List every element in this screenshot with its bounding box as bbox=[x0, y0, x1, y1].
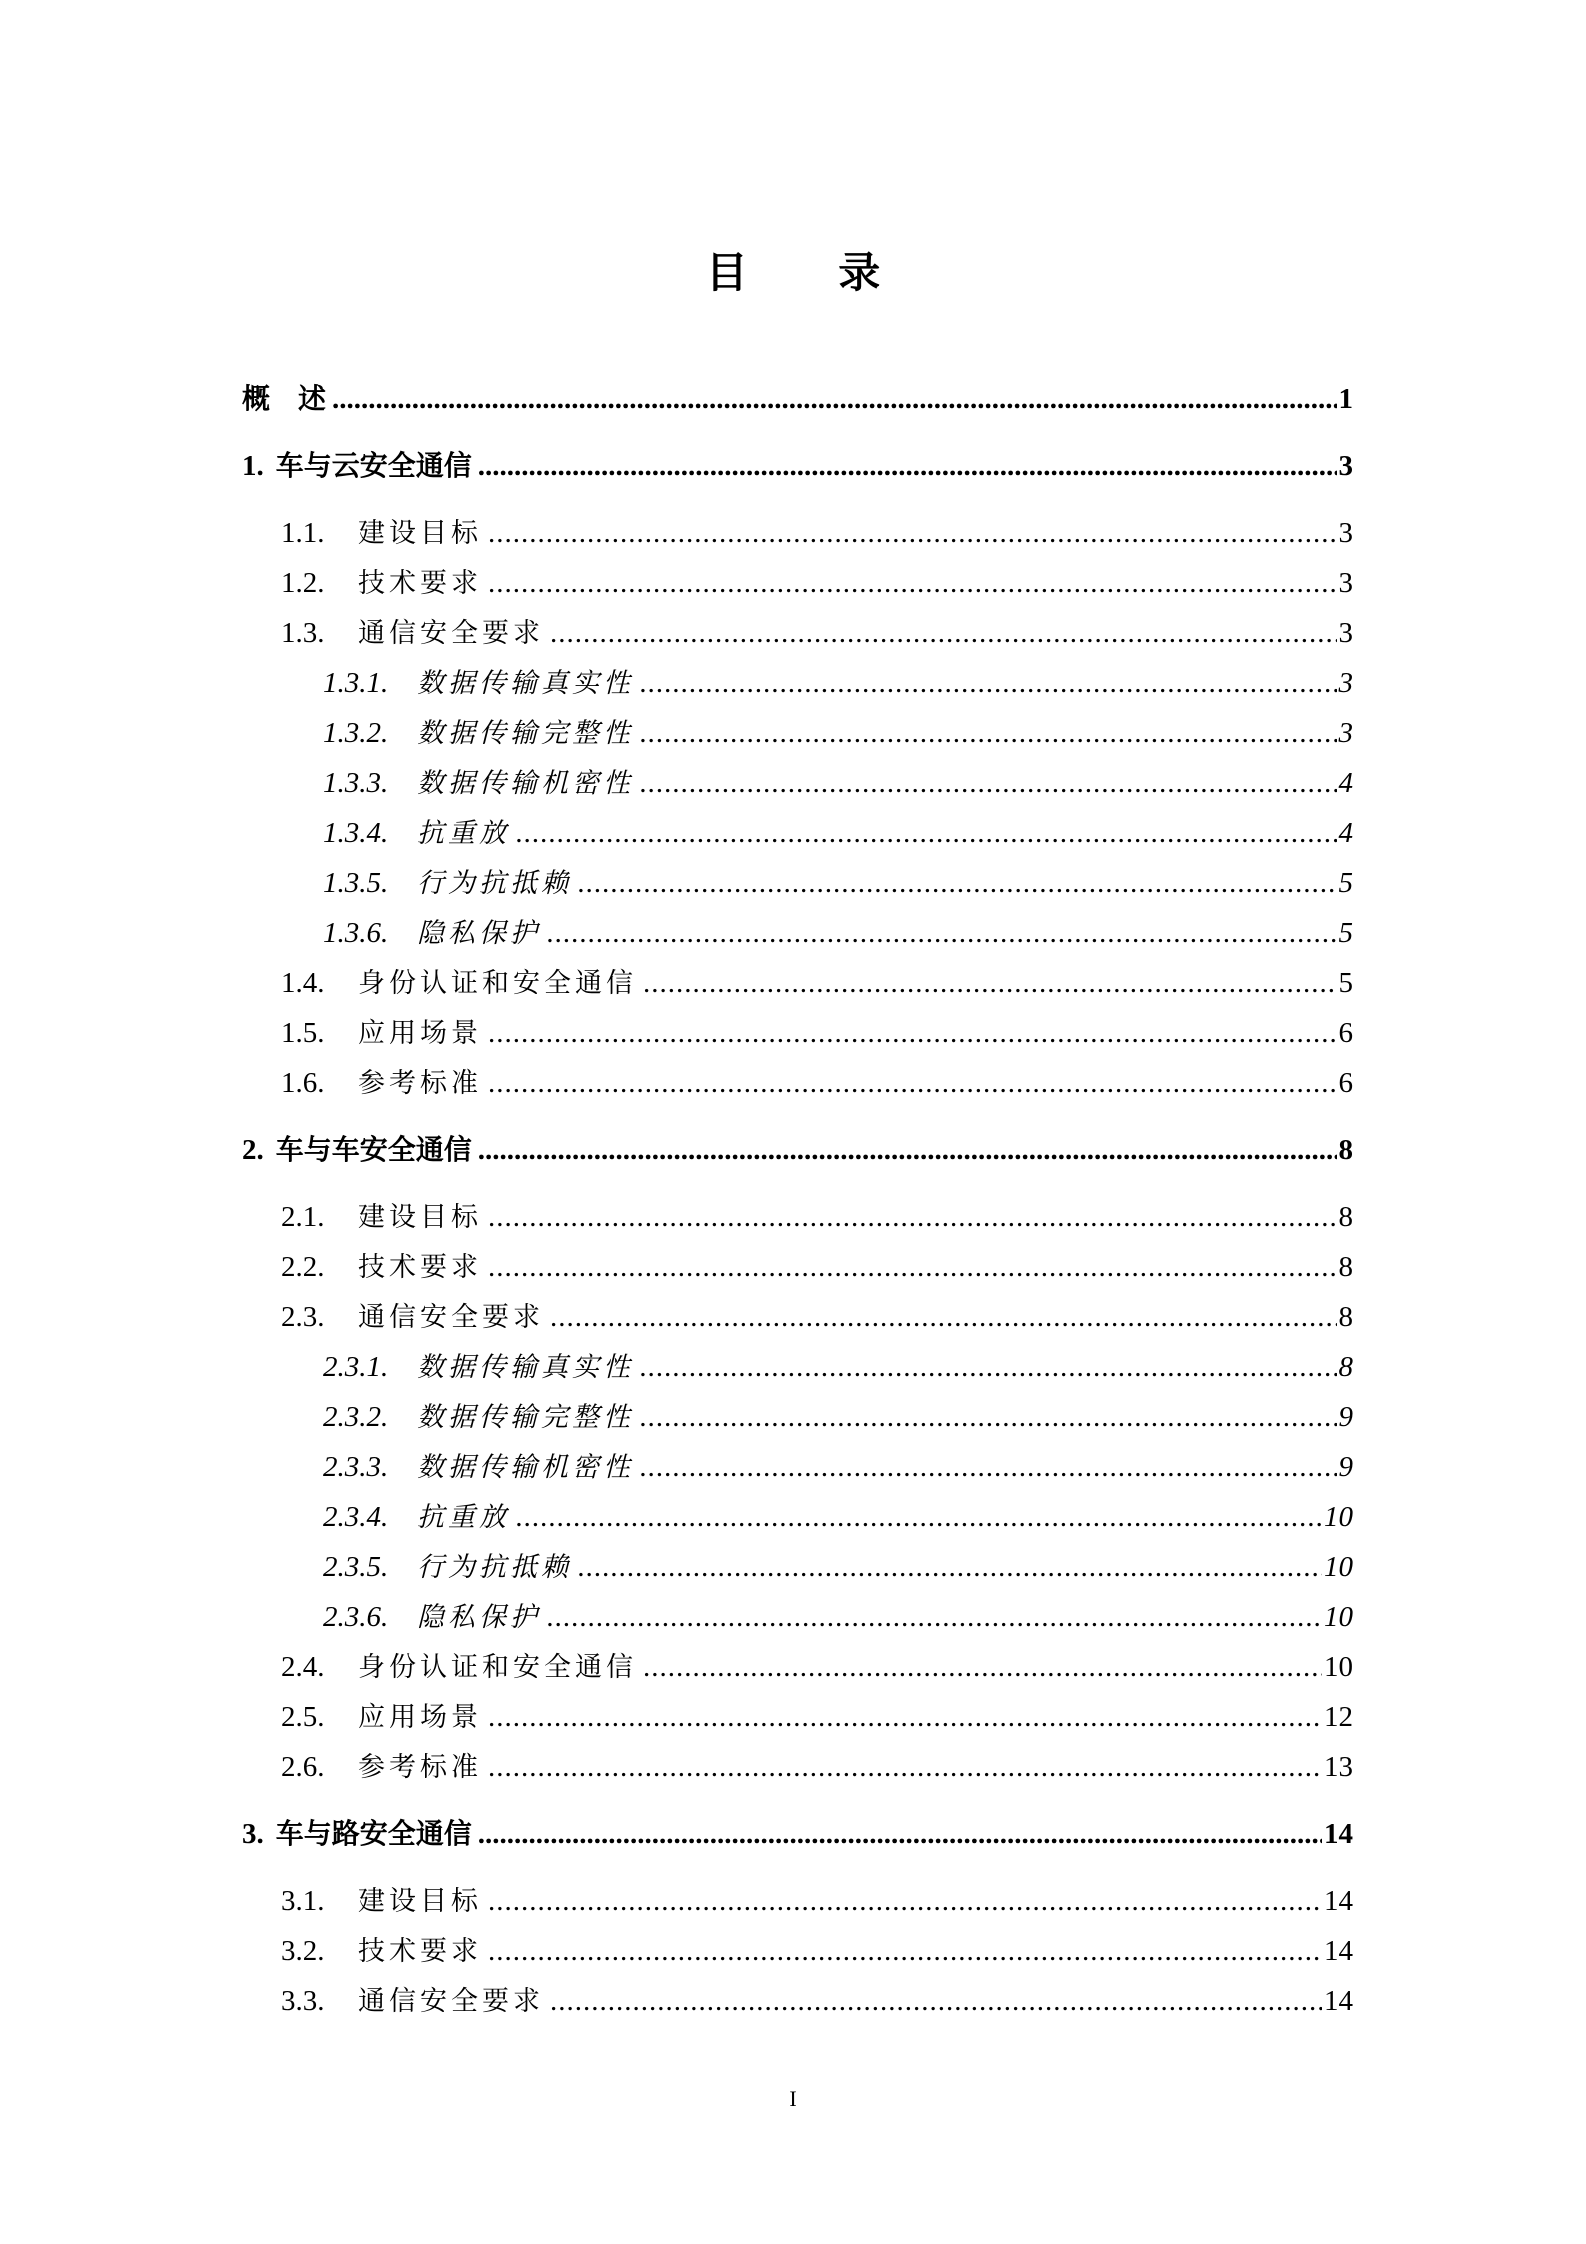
toc-entry[interactable] bbox=[242, 858, 1353, 908]
toc-entry-number: 2.3.1. bbox=[323, 1351, 389, 1383]
dot-leader bbox=[643, 1642, 1322, 1692]
toc-entry-page: 6 bbox=[1338, 1067, 1353, 1099]
page-number: I bbox=[789, 2086, 797, 2111]
dot-leader bbox=[488, 1692, 1322, 1742]
toc-entry-page: 9 bbox=[1338, 1401, 1353, 1433]
toc-entry[interactable] bbox=[242, 1192, 1353, 1242]
dot-leader bbox=[578, 858, 1337, 908]
toc-entry[interactable] bbox=[242, 958, 1353, 1008]
toc-entry-number: 1.3. bbox=[281, 617, 325, 649]
toc-entry-number: 3.2. bbox=[281, 1935, 325, 1967]
dot-leader bbox=[516, 808, 1337, 858]
dot-leader bbox=[640, 1442, 1337, 1492]
dot-leader bbox=[488, 1926, 1322, 1976]
dot-leader bbox=[578, 1542, 1322, 1592]
toc-entry-number: 1.2. bbox=[281, 567, 325, 599]
dot-leader bbox=[547, 1592, 1322, 1642]
toc-entry[interactable] bbox=[242, 1292, 1353, 1342]
toc-entry-title: 技术要求 bbox=[358, 1936, 482, 1967]
toc-entry-page: 5 bbox=[1338, 967, 1353, 999]
toc-entry-title: 身份认证和安全通信 bbox=[358, 968, 637, 999]
toc-entry-page: 8 bbox=[1338, 1301, 1353, 1333]
toc-entry[interactable] bbox=[242, 1809, 1353, 1859]
dot-leader bbox=[488, 558, 1337, 608]
toc-entry[interactable] bbox=[242, 1442, 1353, 1492]
dot-leader bbox=[332, 374, 1336, 424]
toc-entry-page: 3 bbox=[1338, 567, 1353, 599]
toc-entry-title: 抗重放 bbox=[417, 818, 510, 849]
toc-entry-number: 3.1. bbox=[281, 1885, 325, 1917]
dot-leader bbox=[488, 1742, 1322, 1792]
toc-entry[interactable] bbox=[242, 1058, 1353, 1108]
toc-entry-title: 技术要求 bbox=[358, 1252, 482, 1283]
toc-entry-title: 通信安全要求 bbox=[358, 1986, 544, 2017]
dot-leader bbox=[640, 1342, 1337, 1392]
toc-entry-title: 数据传输机密性 bbox=[417, 768, 634, 799]
dot-leader bbox=[488, 1058, 1337, 1108]
toc-entry-title: 参考标准 bbox=[358, 1752, 482, 1783]
toc-entry-page: 13 bbox=[1324, 1751, 1353, 1783]
toc-entry[interactable] bbox=[242, 808, 1353, 858]
toc-entry-title: 行为抗抵赖 bbox=[417, 1552, 572, 1583]
toc-entry-title: 数据传输真实性 bbox=[417, 1352, 634, 1383]
toc-entry-number: 2.3.4. bbox=[323, 1501, 389, 1533]
dot-leader bbox=[547, 908, 1337, 958]
toc-entry-page: 3 bbox=[1338, 617, 1353, 649]
toc-entry[interactable] bbox=[242, 1492, 1353, 1542]
toc-entry[interactable] bbox=[242, 1592, 1353, 1642]
toc-entry-page: 12 bbox=[1324, 1701, 1353, 1733]
toc-entry-number: 1.3.1. bbox=[323, 667, 389, 699]
toc-entry-number: 1.3.3. bbox=[323, 767, 389, 799]
toc-entry-title: 行为抗抵赖 bbox=[417, 868, 572, 899]
toc-entry-number: 2.3.3. bbox=[323, 1451, 389, 1483]
toc-entry-title: 数据传输真实性 bbox=[417, 668, 634, 699]
toc-entry[interactable] bbox=[242, 758, 1353, 808]
toc-entry-number: 2.3. bbox=[281, 1301, 325, 1333]
dot-leader bbox=[550, 608, 1337, 658]
dot-leader bbox=[516, 1492, 1322, 1542]
dot-leader bbox=[478, 441, 1337, 491]
toc-entry-number: 2.3.6. bbox=[323, 1601, 389, 1633]
toc-entry[interactable] bbox=[242, 908, 1353, 958]
toc-entry-page: 8 bbox=[1338, 1251, 1353, 1283]
toc-entry[interactable] bbox=[242, 1692, 1353, 1742]
toc-entry-number: 2.5. bbox=[281, 1701, 325, 1733]
toc-entry[interactable] bbox=[242, 1926, 1353, 1976]
dot-leader bbox=[478, 1809, 1322, 1859]
dot-leader bbox=[550, 1976, 1322, 2026]
toc-entry-title: 身份认证和安全通信 bbox=[358, 1652, 637, 1683]
toc-entry[interactable] bbox=[242, 658, 1353, 708]
toc-entry[interactable] bbox=[242, 1242, 1353, 1292]
toc-entry-number: 1.1. bbox=[281, 517, 325, 549]
toc-entry-number: 2.4. bbox=[281, 1651, 325, 1683]
toc-entry[interactable] bbox=[242, 1008, 1353, 1058]
toc-entry-page: 8 bbox=[1338, 1134, 1353, 1166]
toc-entry[interactable] bbox=[242, 1342, 1353, 1392]
toc-entry[interactable] bbox=[242, 708, 1353, 758]
toc-entry-title: 概 述 bbox=[242, 382, 327, 415]
toc-entry-page: 9 bbox=[1338, 1451, 1353, 1483]
page-title: 目 录 bbox=[705, 248, 919, 297]
toc-entry[interactable] bbox=[242, 558, 1353, 608]
toc-entry-page: 10 bbox=[1324, 1651, 1353, 1683]
toc-entry-title: 隐私保护 bbox=[417, 918, 541, 949]
toc-entry-page: 3 bbox=[1338, 450, 1353, 482]
toc-entry-page: 5 bbox=[1338, 917, 1353, 949]
toc-entry-page: 14 bbox=[1324, 1885, 1353, 1917]
dot-leader bbox=[640, 708, 1337, 758]
table-of-contents bbox=[242, 374, 1353, 2026]
toc-entry-title: 通信安全要求 bbox=[358, 1302, 544, 1333]
dot-leader bbox=[643, 958, 1337, 1008]
toc-entry-page: 5 bbox=[1338, 867, 1353, 899]
toc-entry-number: 1. bbox=[242, 450, 264, 482]
toc-entry-number: 3. bbox=[242, 1818, 264, 1850]
toc-entry-page: 1 bbox=[1338, 383, 1353, 415]
toc-entry-title: 应用场景 bbox=[358, 1702, 482, 1733]
toc-entry-number: 2. bbox=[242, 1134, 264, 1166]
toc-entry-number: 1.3.5. bbox=[323, 867, 389, 899]
dot-leader bbox=[488, 1008, 1337, 1058]
toc-entry-page: 4 bbox=[1338, 817, 1353, 849]
toc-entry[interactable] bbox=[242, 374, 1353, 424]
toc-entry-number: 3.3. bbox=[281, 1985, 325, 2017]
toc-entry[interactable] bbox=[242, 508, 1353, 558]
dot-leader bbox=[640, 658, 1337, 708]
toc-entry-title: 建设目标 bbox=[358, 518, 482, 549]
toc-entry-page: 10 bbox=[1324, 1501, 1353, 1533]
toc-entry-page: 3 bbox=[1338, 517, 1353, 549]
toc-entry-page: 6 bbox=[1338, 1017, 1353, 1049]
toc-entry-title: 隐私保护 bbox=[417, 1602, 541, 1633]
toc-entry[interactable] bbox=[242, 1742, 1353, 1792]
toc-entry-title: 技术要求 bbox=[358, 568, 482, 599]
dot-leader bbox=[488, 508, 1337, 558]
toc-entry-title: 建设目标 bbox=[358, 1886, 482, 1917]
toc-entry-page: 4 bbox=[1338, 767, 1353, 799]
toc-entry[interactable] bbox=[242, 1642, 1353, 1692]
toc-entry-number: 2.1. bbox=[281, 1201, 325, 1233]
toc-entry-title: 抗重放 bbox=[417, 1502, 510, 1533]
dot-leader bbox=[488, 1876, 1322, 1926]
toc-entry[interactable] bbox=[242, 1125, 1353, 1175]
toc-entry-title: 数据传输完整性 bbox=[417, 718, 634, 749]
toc-entry-title: 车与云安全通信 bbox=[275, 449, 472, 482]
toc-entry-title: 参考标准 bbox=[358, 1068, 482, 1099]
dot-leader bbox=[478, 1125, 1337, 1175]
toc-entry-page: 10 bbox=[1324, 1551, 1353, 1583]
toc-entry-title: 通信安全要求 bbox=[358, 618, 544, 649]
toc-entry-number: 1.4. bbox=[281, 967, 325, 999]
toc-entry-number: 2.6. bbox=[281, 1751, 325, 1783]
toc-entry-title: 数据传输机密性 bbox=[417, 1452, 634, 1483]
toc-entry-page: 14 bbox=[1324, 1818, 1353, 1850]
toc-entry[interactable] bbox=[242, 1876, 1353, 1926]
toc-entry-page: 8 bbox=[1338, 1201, 1353, 1233]
toc-entry-page: 3 bbox=[1338, 667, 1353, 699]
toc-entry-number: 1.3.2. bbox=[323, 717, 389, 749]
toc-entry-title: 建设目标 bbox=[358, 1202, 482, 1233]
toc-entry-number: 1.3.4. bbox=[323, 817, 389, 849]
toc-entry[interactable] bbox=[242, 608, 1353, 658]
toc-entry-page: 14 bbox=[1324, 1935, 1353, 1967]
dot-leader bbox=[488, 1242, 1337, 1292]
toc-entry-title: 应用场景 bbox=[358, 1018, 482, 1049]
toc-entry[interactable] bbox=[242, 441, 1353, 491]
toc-entry-page: 10 bbox=[1324, 1601, 1353, 1633]
toc-entry-title: 数据传输完整性 bbox=[417, 1402, 634, 1433]
toc-entry-title: 车与车安全通信 bbox=[275, 1133, 472, 1166]
toc-entry-title: 车与路安全通信 bbox=[275, 1817, 472, 1850]
dot-leader bbox=[640, 1392, 1337, 1442]
toc-entry-number: 2.2. bbox=[281, 1251, 325, 1283]
toc-entry[interactable] bbox=[242, 1542, 1353, 1592]
toc-entry-page: 3 bbox=[1338, 717, 1353, 749]
toc-entry[interactable] bbox=[242, 1392, 1353, 1442]
toc-entry-number: 1.5. bbox=[281, 1017, 325, 1049]
dot-leader bbox=[640, 758, 1337, 808]
toc-entry-page: 8 bbox=[1338, 1351, 1353, 1383]
toc-entry[interactable] bbox=[242, 1976, 1353, 2026]
toc-entry-number: 1.3.6. bbox=[323, 917, 389, 949]
toc-entry-page: 14 bbox=[1324, 1985, 1353, 2017]
toc-entry-number: 1.6. bbox=[281, 1067, 325, 1099]
dot-leader bbox=[550, 1292, 1337, 1342]
dot-leader bbox=[488, 1192, 1337, 1242]
toc-entry-number: 2.3.5. bbox=[323, 1551, 389, 1583]
toc-entry-number: 2.3.2. bbox=[323, 1401, 389, 1433]
